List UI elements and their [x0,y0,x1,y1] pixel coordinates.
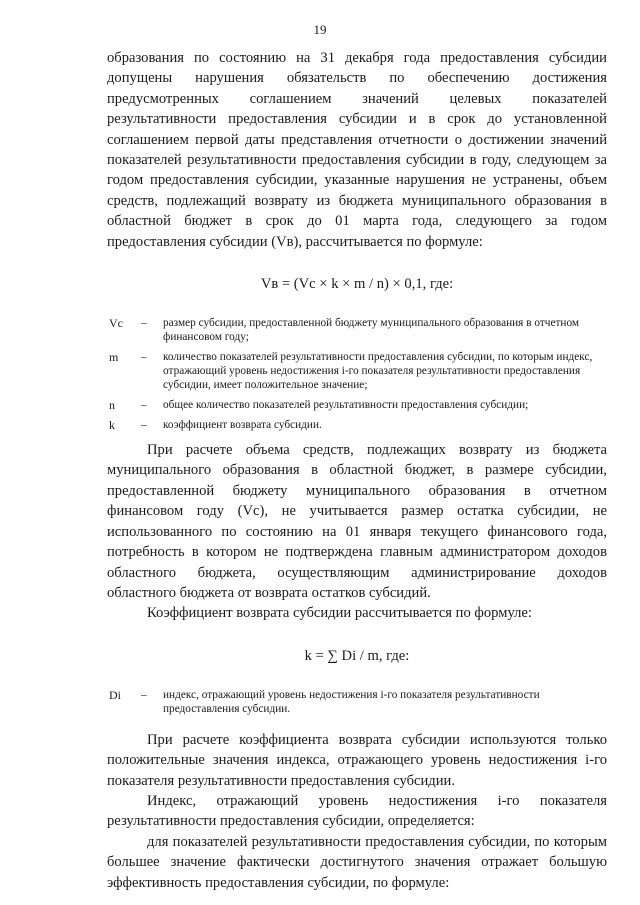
variable-dash: – [141,399,147,412]
variable-row [107,316,607,344]
paragraph-index-formula-intro: для показателей результативности предоставления субсидии, по которым большее значение фактически достигнутого значения отражает большую эффективность предоставления субсидии, по формуле: [107,833,607,891]
variable-dash: – [141,351,147,364]
variable-description: коэффициент возврата субсидии. [163,419,322,432]
paragraph-positive-values: При расчете коэффициента возврата субсидии используются только положительные значения индекса, отражающего уровень недостижения i-го показателя результативности предоставления субсидии. [107,731,607,789]
variables-list-2 [107,688,607,716]
document-body [107,48,607,893]
variable-symbol: Vс [109,316,123,331]
variables-list-1 [107,316,607,432]
paragraph-coefficient-intro: Коэффициент возврата субсидии рассчитывается по формуле: [147,605,532,622]
paragraph-volume-return: образования по состоянию на 31 декабря года предоставления субсидии допущены нарушения обязательств по обеспечению достижения предусмотренных соглашением значений целевых показателей результативности предоставления субсидии и в срок до установленной соглашением первой даты представления отчетности о достижении значений показателей результативности предоставления субсидии в году, следующем за годом предоставления субсидии, указанные нарушения не устранены, объем средств, подлежащий возврату из бюджета муниципального образования в областной бюджет в срок до 01 марта года, следующего за годом предоставления субсидии (Vв), рассчитывается по формуле: [107,50,607,250]
variable-description: индекс, отражающий уровень недостижения i-го показателя результативности предоставления субсидии. [163,688,540,715]
variable-symbol: k [109,418,115,433]
variable-description: количество показателей результативности предоставления субсидии, по которым индекс, отражающий уровень недостижения i-го показателя результативности предоставления субсидии, имеет положительное значение; [163,351,593,392]
formula-coefficient: k = ∑ Di / m, где: [304,647,410,664]
variable-row [107,350,607,392]
paragraph-remainder-note: При расчете объема средств, подлежащих возврату из бюджета муниципального образования в областной бюджет, в размере субсидии, предоставленной бюджету муниципального образования в отчетном финансовом году (Vс), не учитывается размер остатка субсидии, не использованного по состоянию на 01 января текущего финансового года, потребность в котором не подтверждена главным администратором доходов областного бюджета, осуществляющим администрирование доходов областного бюджета от возврата остатков субсидий. [107,442,607,601]
variable-row [107,418,607,432]
variable-dash: – [141,688,147,701]
variable-symbol: m [109,350,119,365]
variable-row [107,688,607,716]
variable-dash: – [141,419,147,432]
variable-row [107,398,607,412]
variable-symbol: n [109,398,115,413]
variable-dash: – [141,317,147,330]
variable-description: общее количество показателей результативности предоставления субсидии; [163,399,529,412]
page-number: 19 [313,22,327,37]
paragraph-index-definition: Индекс, отражающий уровень недостижения i-го показателя результативности предоставления субсидии, определяется: [107,792,607,830]
variable-description: размер субсидии, предоставленной бюджету муниципального образования в отчетном финансовом году; [163,317,580,344]
formula-volume-return: Vв = (Vс × k × m / n) × 0,1, где: [260,276,454,293]
variable-symbol: Di [109,687,121,702]
